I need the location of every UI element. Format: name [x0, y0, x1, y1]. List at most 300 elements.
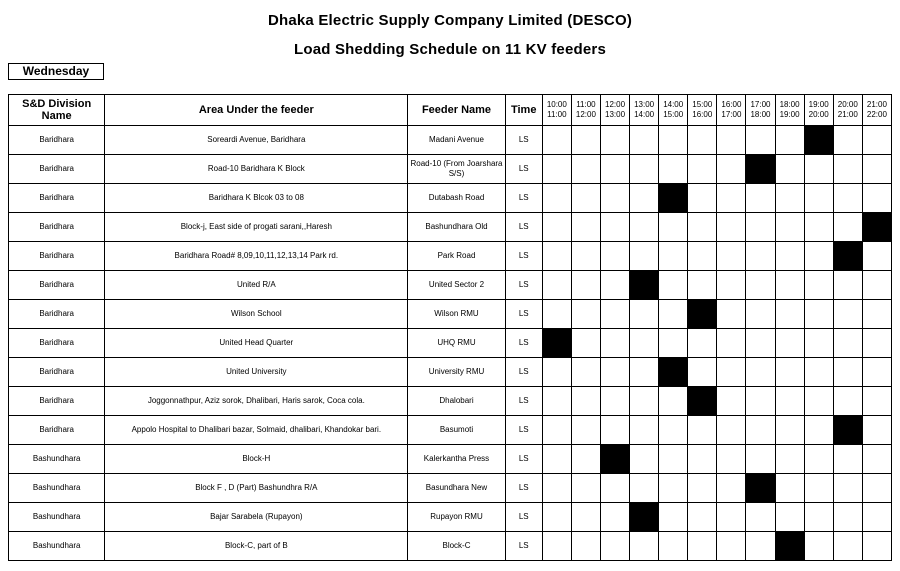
column-header-time: Time	[505, 95, 542, 126]
slot-cell	[600, 213, 629, 242]
slot-cell	[775, 126, 804, 155]
slot-cell	[804, 387, 833, 416]
slot-cell	[717, 445, 746, 474]
area-cell: Block-C, part of B	[105, 532, 408, 561]
day-label: Wednesday	[8, 63, 104, 80]
slot-cell	[833, 155, 862, 184]
slot-start-time: 11:00	[576, 100, 596, 109]
slot-cell	[833, 358, 862, 387]
slot-cell	[630, 184, 659, 213]
slot-cell	[571, 242, 600, 271]
slot-cell	[804, 532, 833, 561]
slot-cell	[571, 213, 600, 242]
slot-cell	[688, 155, 717, 184]
slot-cell	[833, 532, 862, 561]
slot-cell	[833, 300, 862, 329]
division-cell: Bashundhara	[9, 532, 105, 561]
slot-cell	[659, 445, 688, 474]
area-cell: Baridhara Road# 8,09,10,11,12,13,14 Park rd.	[105, 242, 408, 271]
slot-cell	[688, 503, 717, 532]
feeder-cell: Basundhara New	[408, 474, 505, 503]
division-cell: Baridhara	[9, 213, 105, 242]
column-header-slot	[746, 95, 775, 126]
slot-end-time: 18:00	[750, 110, 771, 119]
feeder-cell: Park Road	[408, 242, 505, 271]
slot-cell	[804, 474, 833, 503]
slot-cell	[542, 271, 571, 300]
slot-end-time: 21:00	[837, 110, 858, 119]
slot-end-time: 20:00	[808, 110, 829, 119]
slot-cell	[746, 503, 775, 532]
area-cell: Block-j, East side of progati sarani,,Haresh	[105, 213, 408, 242]
slot-cell	[717, 532, 746, 561]
slot-cell	[746, 387, 775, 416]
slot-cell	[717, 184, 746, 213]
table-row	[9, 445, 892, 474]
column-header-slot	[630, 95, 659, 126]
area-cell: Block F , D (Part) Bashundhra R/A	[105, 474, 408, 503]
table-row	[9, 126, 892, 155]
slot-cell	[630, 213, 659, 242]
slot-end-time: 11:00	[547, 110, 567, 119]
slot-cell	[717, 358, 746, 387]
slot-cell	[571, 184, 600, 213]
slot-cell	[746, 242, 775, 271]
slot-start-time: 15:00	[692, 100, 713, 109]
feeder-cell: Rupayon RMU	[408, 503, 505, 532]
slot-cell	[775, 503, 804, 532]
slot-cell	[688, 126, 717, 155]
slot-start-time: 20:00	[837, 100, 858, 109]
slot-cell	[600, 329, 629, 358]
slot-cell	[862, 445, 891, 474]
slot-cell	[542, 213, 571, 242]
time-cell: LS	[505, 387, 542, 416]
slot-cell	[630, 329, 659, 358]
slot-end-time: 13:00	[605, 110, 626, 119]
slot-cell	[804, 416, 833, 445]
slot-cell	[630, 474, 659, 503]
load-shedding-slot-marker	[659, 358, 688, 387]
slot-cell	[804, 213, 833, 242]
slot-cell	[746, 416, 775, 445]
column-header-slot	[571, 95, 600, 126]
load-shedding-slot-marker	[600, 445, 629, 474]
feeder-cell: Road-10 (From Joarshara S/S)	[408, 155, 505, 184]
slot-cell	[571, 532, 600, 561]
slot-cell	[630, 532, 659, 561]
slot-cell	[746, 184, 775, 213]
slot-cell	[804, 358, 833, 387]
slot-cell	[862, 387, 891, 416]
slot-cell	[542, 358, 571, 387]
division-cell: Bashundhara	[9, 503, 105, 532]
slot-cell	[717, 387, 746, 416]
slot-cell	[804, 155, 833, 184]
slot-cell	[717, 155, 746, 184]
slot-cell	[862, 242, 891, 271]
slot-start-time: 10:00	[546, 100, 567, 109]
slot-cell	[804, 271, 833, 300]
slot-cell	[862, 503, 891, 532]
slot-cell	[833, 126, 862, 155]
slot-cell	[775, 416, 804, 445]
feeder-cell: Block-C	[408, 532, 505, 561]
slot-cell	[571, 445, 600, 474]
table-row	[9, 213, 892, 242]
schedule-body	[9, 126, 892, 561]
slot-cell	[600, 387, 629, 416]
division-cell: Bashundhara	[9, 474, 105, 503]
column-header-slot	[775, 95, 804, 126]
slot-cell	[833, 213, 862, 242]
time-cell: LS	[505, 532, 542, 561]
table-row	[9, 387, 892, 416]
feeder-cell: Kalerkantha Press	[408, 445, 505, 474]
division-cell: Baridhara	[9, 184, 105, 213]
slot-cell	[717, 474, 746, 503]
slot-cell	[862, 155, 891, 184]
column-header-slot	[659, 95, 688, 126]
time-cell: LS	[505, 358, 542, 387]
table-row	[9, 416, 892, 445]
slot-cell	[862, 300, 891, 329]
slot-cell	[775, 474, 804, 503]
slot-cell	[717, 329, 746, 358]
slot-start-time: 13:00	[634, 100, 655, 109]
slot-start-time: 19:00	[808, 100, 829, 109]
column-header-slot	[717, 95, 746, 126]
slot-cell	[571, 416, 600, 445]
slot-cell	[600, 184, 629, 213]
slot-cell	[862, 474, 891, 503]
slot-cell	[746, 358, 775, 387]
slot-cell	[775, 184, 804, 213]
slot-cell	[600, 503, 629, 532]
slot-cell	[833, 184, 862, 213]
area-cell: Baridhara K Blcok 03 to 08	[105, 184, 408, 213]
page-subtitle: Load Shedding Schedule on 11 KV feeders	[293, 41, 607, 58]
slot-cell	[688, 416, 717, 445]
slot-cell	[659, 503, 688, 532]
time-cell: LS	[505, 126, 542, 155]
column-header-slot	[833, 95, 862, 126]
time-cell: LS	[505, 155, 542, 184]
slot-cell	[717, 300, 746, 329]
slot-cell	[600, 155, 629, 184]
slot-cell	[630, 358, 659, 387]
slot-cell	[804, 300, 833, 329]
slot-cell	[746, 271, 775, 300]
slot-cell	[600, 126, 629, 155]
column-header-slot	[804, 95, 833, 126]
slot-end-time: 15:00	[663, 110, 684, 119]
schedule-table	[8, 94, 892, 561]
area-cell: Wilson School	[105, 300, 408, 329]
slot-cell	[571, 387, 600, 416]
division-cell: Baridhara	[9, 126, 105, 155]
slot-cell	[542, 242, 571, 271]
area-cell: Soreardi Avenue, Baridhara	[105, 126, 408, 155]
slot-cell	[659, 155, 688, 184]
slot-cell	[600, 242, 629, 271]
slot-cell	[862, 532, 891, 561]
load-shedding-slot-marker	[688, 387, 717, 416]
table-header-row	[9, 95, 892, 126]
slot-cell	[542, 155, 571, 184]
table-row	[9, 329, 892, 358]
slot-cell	[600, 474, 629, 503]
feeder-cell: Madani Avenue	[408, 126, 505, 155]
table-row	[9, 358, 892, 387]
load-shedding-slot-marker	[746, 474, 775, 503]
area-cell: Block-H	[105, 445, 408, 474]
slot-cell	[717, 271, 746, 300]
slot-cell	[630, 126, 659, 155]
slot-cell	[775, 358, 804, 387]
division-cell: Baridhara	[9, 387, 105, 416]
slot-cell	[659, 532, 688, 561]
slot-cell	[804, 184, 833, 213]
slot-cell	[542, 445, 571, 474]
column-header-area: Area Under the feeder	[105, 95, 408, 126]
slot-end-time: 12:00	[575, 110, 596, 119]
slot-cell	[804, 242, 833, 271]
slot-end-time: 17:00	[721, 110, 742, 119]
slot-cell	[862, 184, 891, 213]
slot-cell	[600, 358, 629, 387]
slot-cell	[746, 300, 775, 329]
slot-cell	[542, 387, 571, 416]
division-cell: Baridhara	[9, 271, 105, 300]
area-cell: United R/A	[105, 271, 408, 300]
table-row	[9, 184, 892, 213]
slot-cell	[746, 213, 775, 242]
feeder-cell: Bashundhara Old	[408, 213, 505, 242]
slot-start-time: 14:00	[663, 100, 684, 109]
load-shedding-slot-marker	[862, 213, 891, 242]
division-cell: Baridhara	[9, 358, 105, 387]
slot-cell	[775, 242, 804, 271]
slot-cell	[746, 445, 775, 474]
slot-cell	[833, 387, 862, 416]
slot-cell	[630, 155, 659, 184]
slot-cell	[542, 300, 571, 329]
slot-cell	[688, 271, 717, 300]
slot-cell	[804, 503, 833, 532]
column-header-division: S&D Division Name	[9, 95, 105, 126]
slot-cell	[542, 503, 571, 532]
feeder-cell: Wilson RMU	[408, 300, 505, 329]
slot-cell	[775, 329, 804, 358]
slot-cell	[571, 329, 600, 358]
slot-cell	[833, 503, 862, 532]
division-cell: Baridhara	[9, 416, 105, 445]
slot-end-time: 19:00	[779, 110, 800, 119]
slot-cell	[688, 242, 717, 271]
table-row	[9, 503, 892, 532]
slot-cell	[862, 416, 891, 445]
slot-start-time: 21:00	[866, 100, 887, 109]
load-shedding-slot-marker	[688, 300, 717, 329]
time-cell: LS	[505, 184, 542, 213]
load-shedding-slot-marker	[833, 416, 862, 445]
page-title: Dhaka Electric Supply Company Limited (DESCO)	[267, 12, 633, 29]
column-header-slot	[862, 95, 891, 126]
slot-cell	[688, 358, 717, 387]
division-cell: Baridhara	[9, 300, 105, 329]
table-row	[9, 474, 892, 503]
slot-cell	[717, 126, 746, 155]
division-cell: Baridhara	[9, 242, 105, 271]
load-shedding-slot-marker	[630, 503, 659, 532]
slot-cell	[717, 503, 746, 532]
division-cell: Baridhara	[9, 155, 105, 184]
time-cell: LS	[505, 416, 542, 445]
slot-cell	[630, 445, 659, 474]
slot-cell	[542, 416, 571, 445]
slot-cell	[542, 474, 571, 503]
slot-cell	[600, 271, 629, 300]
slot-cell	[862, 358, 891, 387]
load-shedding-slot-marker	[659, 184, 688, 213]
column-header-slot	[688, 95, 717, 126]
division-cell: Bashundhara	[9, 445, 105, 474]
slot-cell	[775, 300, 804, 329]
area-cell: Joggonnathpur, Aziz sorok, Dhalibari, Haris sarok, Coca cola.	[105, 387, 408, 416]
table-row	[9, 155, 892, 184]
slot-cell	[659, 271, 688, 300]
table-row	[9, 271, 892, 300]
slot-start-time: 17:00	[750, 100, 771, 109]
slot-cell	[630, 387, 659, 416]
slot-cell	[659, 416, 688, 445]
slot-cell	[775, 445, 804, 474]
area-cell: Appolo Hospital to Dhalibari bazar, Solmaid, dhalibari, Khandokar bari.	[105, 416, 408, 445]
feeder-cell: University RMU	[408, 358, 505, 387]
slot-cell	[659, 474, 688, 503]
slot-cell	[746, 532, 775, 561]
area-cell: Bajar Sarabela (Rupayon)	[105, 503, 408, 532]
slot-cell	[571, 503, 600, 532]
slot-start-time: 18:00	[779, 100, 800, 109]
slot-cell	[833, 474, 862, 503]
time-cell: LS	[505, 213, 542, 242]
area-cell: United Head Quarter	[105, 329, 408, 358]
slot-cell	[804, 445, 833, 474]
time-cell: LS	[505, 503, 542, 532]
slot-cell	[600, 532, 629, 561]
load-shedding-slot-marker	[804, 126, 833, 155]
slot-start-time: 12:00	[605, 100, 626, 109]
time-cell: LS	[505, 329, 542, 358]
slot-cell	[659, 387, 688, 416]
slot-cell	[688, 445, 717, 474]
time-cell: LS	[505, 300, 542, 329]
feeder-cell: Dhalobari	[408, 387, 505, 416]
slot-cell	[659, 329, 688, 358]
slot-cell	[833, 329, 862, 358]
table-row	[9, 300, 892, 329]
slot-cell	[688, 474, 717, 503]
time-cell: LS	[505, 242, 542, 271]
area-cell: United University	[105, 358, 408, 387]
area-cell: Road-10 Baridhara K Block	[105, 155, 408, 184]
slot-cell	[746, 329, 775, 358]
slot-cell	[571, 300, 600, 329]
slot-cell	[630, 300, 659, 329]
feeder-cell: UHQ RMU	[408, 329, 505, 358]
table-row	[9, 242, 892, 271]
slot-cell	[804, 329, 833, 358]
division-cell: Baridhara	[9, 329, 105, 358]
slot-cell	[775, 387, 804, 416]
slot-cell	[542, 184, 571, 213]
slot-cell	[862, 271, 891, 300]
slot-cell	[659, 126, 688, 155]
slot-end-time: 22:00	[866, 110, 887, 119]
slot-cell	[862, 329, 891, 358]
load-shedding-slot-marker	[746, 155, 775, 184]
slot-cell	[688, 184, 717, 213]
slot-cell	[688, 213, 717, 242]
slot-cell	[542, 532, 571, 561]
slot-cell	[659, 300, 688, 329]
slot-cell	[600, 300, 629, 329]
load-shedding-slot-marker	[775, 532, 804, 561]
feeder-cell: Dutabash Road	[408, 184, 505, 213]
column-header-feeder: Feeder Name	[408, 95, 505, 126]
slot-cell	[659, 242, 688, 271]
slot-cell	[717, 416, 746, 445]
time-cell: LS	[505, 271, 542, 300]
slot-end-time: 14:00	[634, 110, 655, 119]
slot-cell	[542, 126, 571, 155]
slot-cell	[688, 532, 717, 561]
slot-cell	[630, 242, 659, 271]
slot-cell	[571, 474, 600, 503]
load-shedding-slot-marker	[833, 242, 862, 271]
slot-cell	[630, 416, 659, 445]
time-cell: LS	[505, 445, 542, 474]
slot-cell	[659, 213, 688, 242]
slot-cell	[775, 271, 804, 300]
feeder-cell: Basumoti	[408, 416, 505, 445]
slot-cell	[571, 155, 600, 184]
slot-cell	[833, 271, 862, 300]
time-cell: LS	[505, 474, 542, 503]
slot-cell	[600, 416, 629, 445]
slot-cell	[746, 126, 775, 155]
slot-cell	[717, 242, 746, 271]
slot-cell	[775, 155, 804, 184]
slot-end-time: 16:00	[692, 110, 713, 119]
load-shedding-slot-marker	[630, 271, 659, 300]
feeder-cell: United Sector 2	[408, 271, 505, 300]
slot-cell	[688, 329, 717, 358]
slot-cell	[571, 126, 600, 155]
slot-cell	[775, 213, 804, 242]
slot-cell	[833, 445, 862, 474]
slot-cell	[862, 126, 891, 155]
slot-cell	[571, 271, 600, 300]
load-shedding-slot-marker	[542, 329, 571, 358]
slot-cell	[571, 358, 600, 387]
slot-cell	[717, 213, 746, 242]
table-row	[9, 532, 892, 561]
column-header-slot	[542, 95, 571, 126]
slot-start-time: 16:00	[721, 100, 742, 109]
